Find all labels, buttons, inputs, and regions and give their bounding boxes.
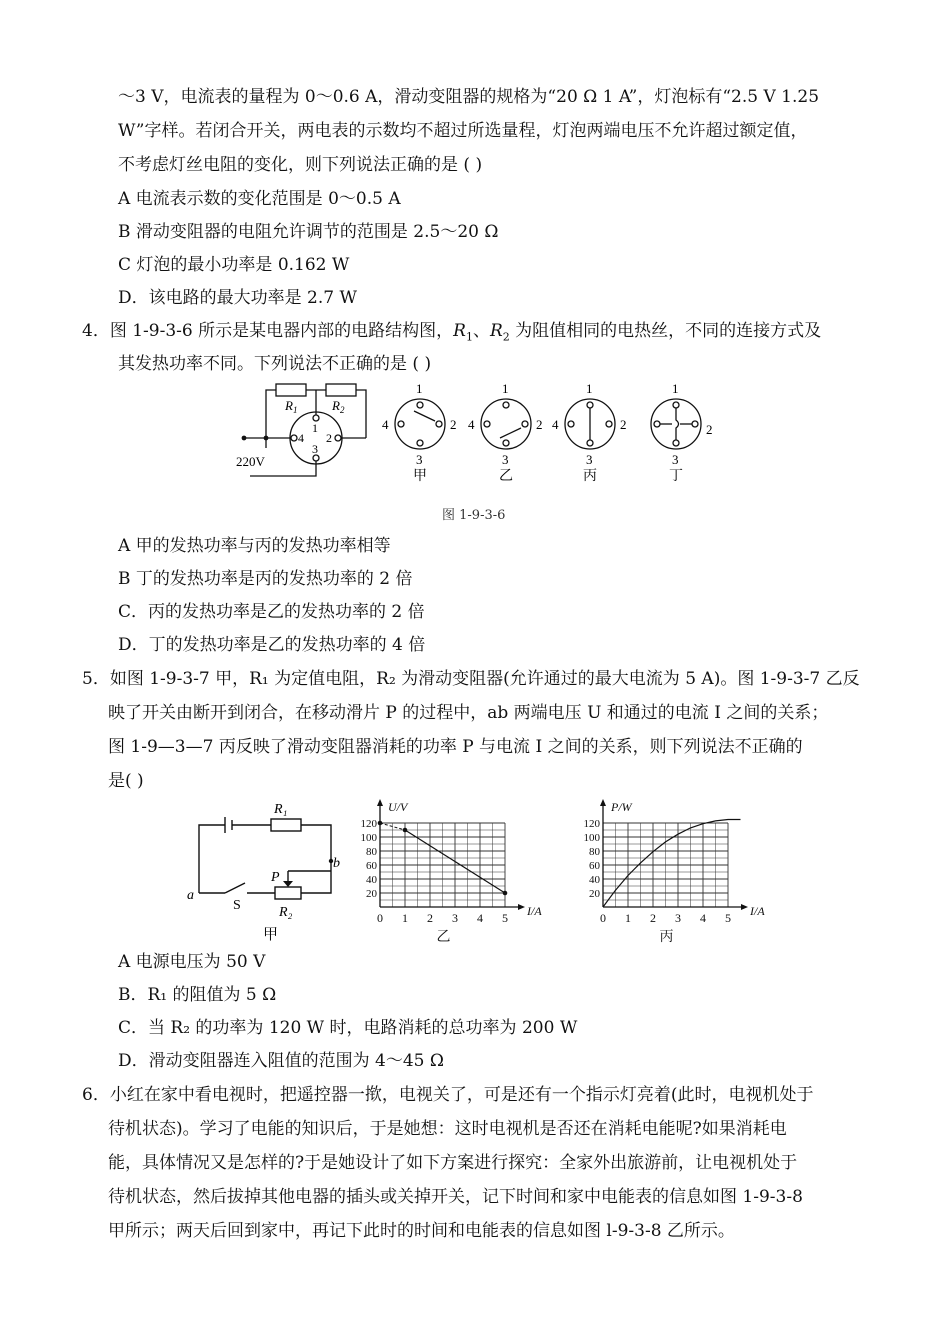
y-tick-label: 40 xyxy=(366,874,377,886)
y-tick-label: 100 xyxy=(360,832,377,844)
circuit-r2-label: R₂ xyxy=(279,905,293,920)
yi-t4: 4 xyxy=(468,417,475,432)
circuit-name: 甲 xyxy=(263,927,279,943)
jia-t3: 3 xyxy=(416,452,423,467)
data-point xyxy=(403,828,408,833)
y-tick-label: 120 xyxy=(583,818,600,830)
q3-option-a: A 电流表示数的变化范围是 0～0.5 A xyxy=(118,189,401,209)
q5-option-c: C．当 R₂ 的功率为 120 W 时，电路消耗的总功率为 200 W xyxy=(118,1018,578,1038)
q5-option-d: D．滑动变阻器连入阻值的范围为 4～45 Ω xyxy=(118,1051,444,1071)
voltage-label: 220V xyxy=(236,454,265,469)
y-tick-label: 120 xyxy=(360,818,377,830)
dial-ding xyxy=(651,399,701,449)
x-tick-label: 3 xyxy=(452,911,458,925)
ding-t3: 3 xyxy=(672,452,679,467)
fig4-r2-label: $R_2$ xyxy=(332,398,345,415)
jia-t4: 4 xyxy=(382,417,389,432)
y-tick-label: 40 xyxy=(589,874,600,886)
circuit-jia xyxy=(185,795,345,945)
q5-number: 5． xyxy=(82,669,110,689)
q4-option-c: C．丙的发热功率是乙的发热功率的 2 倍 xyxy=(118,602,425,622)
q4-option-d: D．丁的发热功率是乙的发热功率的 4 倍 xyxy=(118,635,426,655)
y-axis-arrow xyxy=(600,799,606,806)
q4-r1: R xyxy=(453,321,466,341)
dial-yi xyxy=(481,399,531,449)
q6-number: 6． xyxy=(82,1085,110,1105)
q4-line-1 xyxy=(82,320,821,348)
circuit-b-label: b xyxy=(333,856,340,871)
yi-t3: 3 xyxy=(502,452,509,467)
x-tick-label: 5 xyxy=(502,911,508,925)
ding-t2: 2 xyxy=(706,422,713,437)
main-terminal-2: 2 xyxy=(326,431,332,445)
x-tick-label: 2 xyxy=(427,911,433,925)
q5-line-4: 是( ) xyxy=(108,771,144,791)
circuit-p-label: P xyxy=(271,870,280,885)
q5-line-2: 映了开关由断开到闭合，在移动滑片 P 的过程中，ab 两端电压 U 和通过的电流 I 之间的关系； xyxy=(108,703,829,723)
dial-jia xyxy=(395,399,445,449)
resistor-r2 xyxy=(326,384,356,396)
x-tick-label: 2 xyxy=(650,911,656,925)
series-curve xyxy=(603,820,741,908)
yi-t2: 2 xyxy=(536,417,543,432)
q6-line-3: 能，具体情况又是怎样的?于是她设计了如下方案进行探究：全家外出旅游前，让电视机处于 xyxy=(108,1153,798,1173)
y-tick-label: 20 xyxy=(589,888,600,900)
chart-name-label: 丙 xyxy=(659,930,674,945)
circuit-a-label: a xyxy=(187,888,194,903)
jia-t2: 2 xyxy=(450,417,457,432)
x-axis-arrow xyxy=(741,904,748,910)
bing-t2: 2 xyxy=(620,417,627,432)
x-tick-label: 0 xyxy=(600,911,606,925)
circuit-s-label: S xyxy=(233,898,241,913)
q4-option-b: B 丁的发热功率是丙的发热功率的 2 倍 xyxy=(118,569,413,589)
x-tick-label: 1 xyxy=(402,911,408,925)
bing-t4: 4 xyxy=(552,417,559,432)
q3-line-1: ～3 V，电流表的量程为 0～0.6 A，滑动变阻器的规格为“20 Ω 1 A”，灯泡标有“2.5 V 1.25 xyxy=(118,87,820,107)
q6-line-5: 甲所示；两天后回到家中，再记下此时的时间和电能表的信息如图 l-9-3-8 乙所示。 xyxy=(108,1221,735,1241)
x-axis-label: I/A xyxy=(527,904,542,918)
main-terminal-1: 1 xyxy=(312,421,318,435)
q3-option-b: B 滑动变阻器的电阻允许调节的范围是 2.5～20 Ω xyxy=(118,222,499,242)
q5-line-1 xyxy=(82,668,860,690)
chart-yi xyxy=(355,795,565,945)
figure-1-9-3-6 xyxy=(230,378,730,490)
ding-t1: 1 xyxy=(672,381,679,396)
main-terminal-3: 3 xyxy=(312,442,318,456)
q5-text-1: 如图 1-9-3-7 甲，R₁ 为定值电阻，R₂ 为滑动变阻器(允许通过的最大电流为 5 A)。图 1-9-3-7 乙反 xyxy=(109,669,860,689)
data-point xyxy=(503,891,508,896)
chart-bing xyxy=(578,795,788,945)
fig4-r1-label: $R_1$ xyxy=(285,398,298,415)
y-axis-arrow xyxy=(377,799,383,806)
q4-line-2: 其发热功率不同。下列说法不正确的是 ( ) xyxy=(118,354,432,374)
q6-text-1: 小红在家中看电视时，把遥控器一揿，电视关了，可是还有一个指示灯亮着(此时，电视机处于 xyxy=(109,1085,814,1105)
data-point xyxy=(378,821,383,826)
q4-r2-sub: 2 xyxy=(502,330,510,344)
dial-bing xyxy=(565,399,615,449)
x-tick-label: 0 xyxy=(377,911,383,925)
yi-t1: 1 xyxy=(502,381,509,396)
x-tick-label: 5 xyxy=(725,911,731,925)
jia-t1: 1 xyxy=(416,381,423,396)
q6-line-4: 待机状态，然后拔掉其他电器的插头或关掉开关，记下时间和家中电能表的信息如图 1-9-3-8 xyxy=(108,1187,803,1207)
figure-4-caption: 图 1-9-3-6 xyxy=(442,508,506,523)
bing-t1: 1 xyxy=(586,381,593,396)
y-tick-label: 20 xyxy=(366,888,377,900)
switch-s xyxy=(225,883,245,893)
x-tick-label: 1 xyxy=(625,911,631,925)
y-tick-label: 60 xyxy=(589,860,600,872)
fixed-resistor-r1 xyxy=(271,819,301,831)
y-tick-label: 80 xyxy=(366,846,377,858)
resistor-r1 xyxy=(276,384,306,396)
dial-name-bing: 丙 xyxy=(583,469,597,484)
x-tick-label: 4 xyxy=(700,911,706,925)
y-axis-label: P/W xyxy=(611,800,632,814)
q4-text-b: 为阻值相同的电热丝，不同的连接方式及 xyxy=(509,321,822,341)
q5-line-3: 图 1-9—3—7 丙反映了滑动变阻器消耗的功率 P 与电流 I 之间的关系，则下列说法不正确的 xyxy=(108,737,803,757)
y-tick-label: 60 xyxy=(366,860,377,872)
q4-r2: R xyxy=(489,321,503,341)
q4-sep: 、 xyxy=(472,321,490,341)
dial-name-jia: 甲 xyxy=(413,469,427,484)
circuit-r1-label: R₁ xyxy=(274,802,288,817)
q5-option-b: B．R₁ 的阻值为 5 Ω xyxy=(118,985,277,1005)
q3-option-d: D．该电路的最大功率是 2.7 W xyxy=(118,288,357,308)
dial-name-yi: 乙 xyxy=(499,469,513,484)
x-tick-label: 3 xyxy=(675,911,681,925)
bing-t3: 3 xyxy=(586,452,593,467)
q5-option-a: A 电源电压为 50 V xyxy=(118,952,266,972)
main-terminal-4: 4 xyxy=(298,431,304,445)
rheostat-r2 xyxy=(275,887,301,899)
x-axis-arrow xyxy=(518,904,525,910)
dial-name-ding: 丁 xyxy=(669,469,683,484)
wire-right-top xyxy=(356,390,366,438)
y-axis-label: U/V xyxy=(388,800,408,814)
chart-name-label: 乙 xyxy=(436,930,451,945)
x-axis-label: I/A xyxy=(750,904,765,918)
q4-r1-sub: 1 xyxy=(465,330,473,344)
q3-line-2: W”字样。若闭合开关，两电表的示数均不超过所选量程，灯泡两端电压不允许超过额定值， xyxy=(118,121,808,141)
q3-line-3: 不考虑灯丝电阻的变化，则下列说法正确的是 ( ) xyxy=(118,155,483,175)
q6-line-1 xyxy=(82,1084,813,1106)
y-tick-label: 100 xyxy=(583,832,600,844)
slider-arrow xyxy=(283,881,293,887)
q4-option-a: A 甲的发热功率与丙的发热功率相等 xyxy=(118,536,391,556)
y-tick-label: 80 xyxy=(589,846,600,858)
q3-option-c: C 灯泡的最小功率是 0.162 W xyxy=(118,255,350,275)
x-tick-label: 4 xyxy=(477,911,483,925)
q4-number: 4． xyxy=(82,321,110,341)
q4-text-a: 图 1-9-3-6 所示是某电器内部的电路结构图， xyxy=(109,321,454,341)
q6-line-2: 待机状态)。学习了电能的知识后，于是她想：这时电视机是否还在消耗电能呢?如果消耗电 xyxy=(108,1119,787,1139)
